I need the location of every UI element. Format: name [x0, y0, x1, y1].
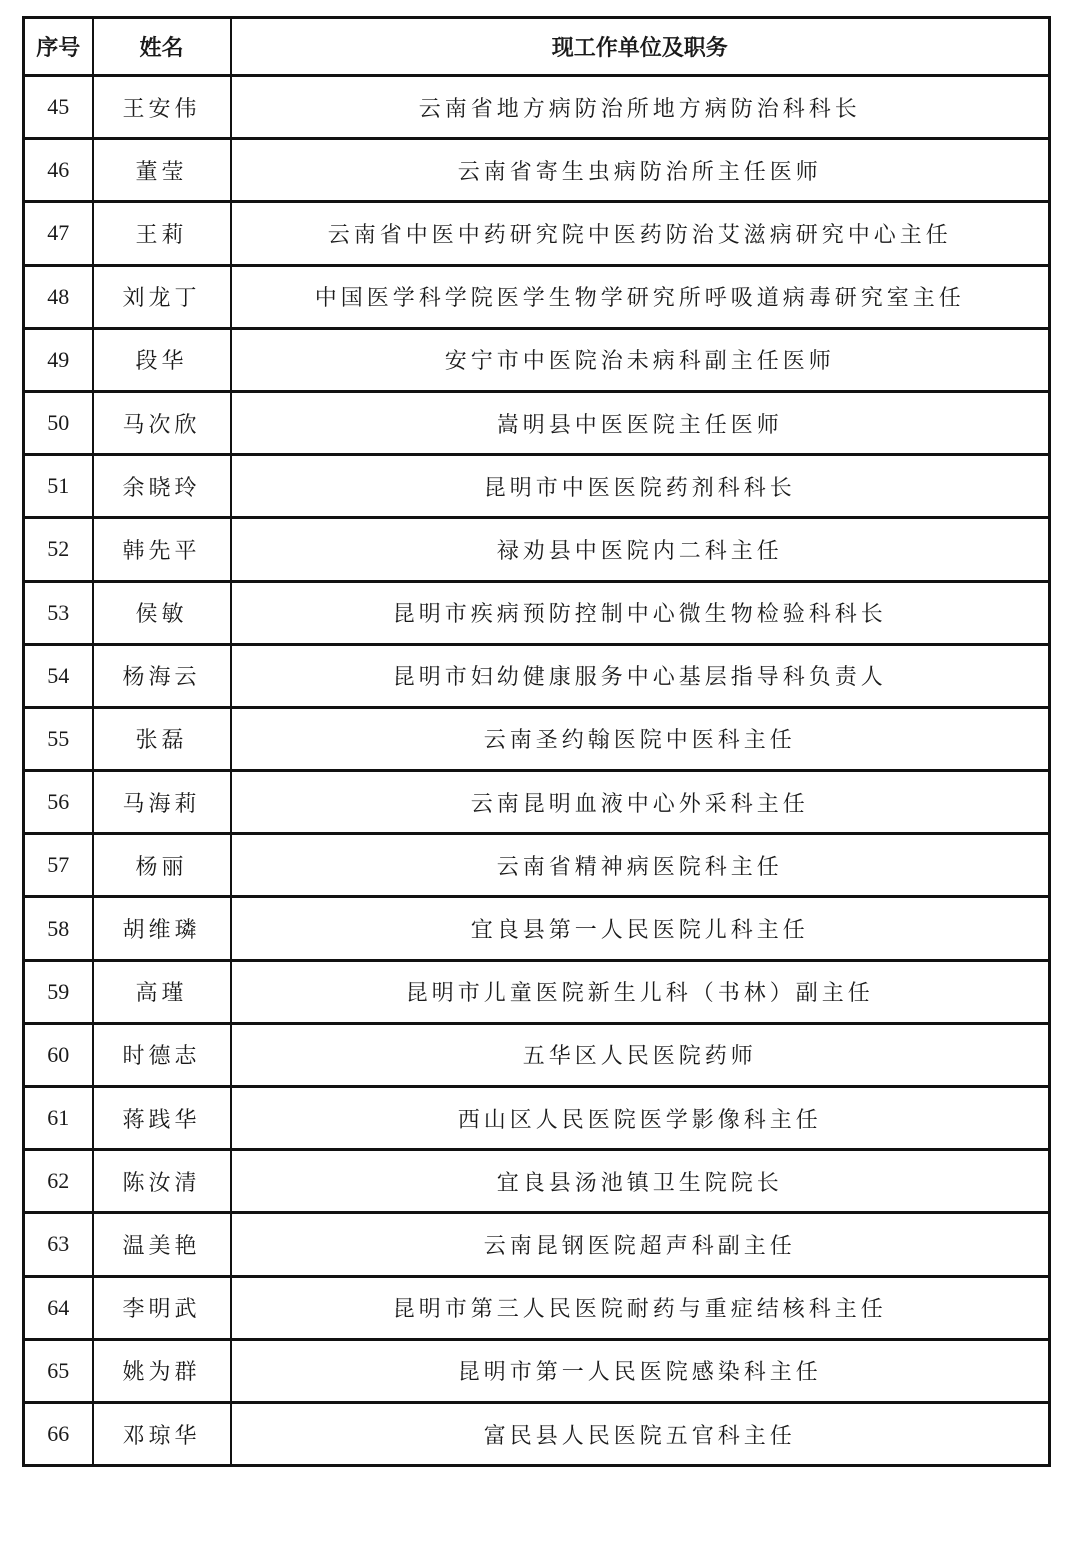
- name-cell: 王安伟: [93, 76, 231, 139]
- serial-number-cell: 56: [24, 771, 93, 834]
- name-cell: 马次欣: [93, 391, 231, 454]
- workplace-position-cell: 云南省精神病医院科主任: [231, 834, 1050, 897]
- name-cell: 邓琼华: [93, 1402, 231, 1465]
- serial-number-cell: 57: [24, 834, 93, 897]
- workplace-position-cell: 昆明市第一人民医院感染科主任: [231, 1339, 1050, 1402]
- workplace-position-cell: 五华区人民医院药师: [231, 1023, 1050, 1086]
- serial-number-cell: 47: [24, 202, 93, 265]
- serial-number-cell: 58: [24, 897, 93, 960]
- workplace-position-cell: 云南省地方病防治所地方病防治科科长: [231, 76, 1050, 139]
- table-row: [24, 265, 1050, 328]
- workplace-position-cell: 富民县人民医院五官科主任: [231, 1402, 1050, 1465]
- header-name: 姓名: [93, 18, 231, 76]
- table-row: [24, 644, 1050, 707]
- table-row: [24, 202, 1050, 265]
- table-row: [24, 834, 1050, 897]
- workplace-position-cell: 云南昆钢医院超声科副主任: [231, 1213, 1050, 1276]
- serial-number-cell: 50: [24, 391, 93, 454]
- table-row: [24, 328, 1050, 391]
- table-row: [24, 1023, 1050, 1086]
- table-row: [24, 581, 1050, 644]
- table-row: [24, 897, 1050, 960]
- serial-number-cell: 45: [24, 76, 93, 139]
- serial-number-cell: 63: [24, 1213, 93, 1276]
- serial-number-cell: 61: [24, 1087, 93, 1150]
- table-header: [24, 18, 1050, 76]
- serial-number-cell: 64: [24, 1276, 93, 1339]
- name-cell: 陈汝清: [93, 1150, 231, 1213]
- serial-number-cell: 54: [24, 644, 93, 707]
- workplace-position-cell: 昆明市妇幼健康服务中心基层指导科负责人: [231, 644, 1050, 707]
- name-cell: 杨海云: [93, 644, 231, 707]
- name-cell: 姚为群: [93, 1339, 231, 1402]
- workplace-position-cell: 昆明市中医医院药剂科科长: [231, 455, 1050, 518]
- table-row: [24, 455, 1050, 518]
- serial-number-cell: 52: [24, 518, 93, 581]
- table-row: [24, 518, 1050, 581]
- name-cell: 余晓玲: [93, 455, 231, 518]
- workplace-position-cell: 云南省寄生虫病防治所主任医师: [231, 139, 1050, 202]
- workplace-position-cell: 昆明市第三人民医院耐药与重症结核科主任: [231, 1276, 1050, 1339]
- workplace-position-cell: 禄劝县中医院内二科主任: [231, 518, 1050, 581]
- workplace-position-cell: 安宁市中医院治未病科副主任医师: [231, 328, 1050, 391]
- name-cell: 王莉: [93, 202, 231, 265]
- name-cell: 胡维璘: [93, 897, 231, 960]
- name-cell: 温美艳: [93, 1213, 231, 1276]
- roster-table: [22, 16, 1051, 1467]
- workplace-position-cell: 昆明市儿童医院新生儿科（书林）副主任: [231, 960, 1050, 1023]
- table-row: [24, 76, 1050, 139]
- name-cell: 张磊: [93, 707, 231, 770]
- serial-number-cell: 66: [24, 1402, 93, 1465]
- workplace-position-cell: 中国医学科学院医学生物学研究所呼吸道病毒研究室主任: [231, 265, 1050, 328]
- table-row: [24, 391, 1050, 454]
- name-cell: 刘龙丁: [93, 265, 231, 328]
- workplace-position-cell: 云南圣约翰医院中医科主任: [231, 707, 1050, 770]
- serial-number-cell: 48: [24, 265, 93, 328]
- table-row: [24, 1150, 1050, 1213]
- name-cell: 韩先平: [93, 518, 231, 581]
- serial-number-cell: 62: [24, 1150, 93, 1213]
- table-row: [24, 707, 1050, 770]
- table-row: [24, 1213, 1050, 1276]
- workplace-position-cell: 嵩明县中医医院主任医师: [231, 391, 1050, 454]
- workplace-position-cell: 昆明市疾病预防控制中心微生物检验科科长: [231, 581, 1050, 644]
- table-body: [24, 76, 1050, 1466]
- serial-number-cell: 46: [24, 139, 93, 202]
- name-cell: 马海莉: [93, 771, 231, 834]
- name-cell: 段华: [93, 328, 231, 391]
- serial-number-cell: 60: [24, 1023, 93, 1086]
- name-cell: 蒋践华: [93, 1087, 231, 1150]
- serial-number-cell: 51: [24, 455, 93, 518]
- table-row: [24, 139, 1050, 202]
- header-row: [24, 18, 1050, 76]
- serial-number-cell: 49: [24, 328, 93, 391]
- header-serial-number: 序号: [24, 18, 93, 76]
- serial-number-cell: 53: [24, 581, 93, 644]
- table-row: [24, 1276, 1050, 1339]
- name-cell: 李明武: [93, 1276, 231, 1339]
- name-cell: 时德志: [93, 1023, 231, 1086]
- workplace-position-cell: 西山区人民医院医学影像科主任: [231, 1087, 1050, 1150]
- name-cell: 侯敏: [93, 581, 231, 644]
- workplace-position-cell: 宜良县第一人民医院儿科主任: [231, 897, 1050, 960]
- workplace-position-cell: 宜良县汤池镇卫生院院长: [231, 1150, 1050, 1213]
- workplace-position-cell: 云南省中医中药研究院中医药防治艾滋病研究中心主任: [231, 202, 1050, 265]
- table-row: [24, 960, 1050, 1023]
- name-cell: 杨丽: [93, 834, 231, 897]
- serial-number-cell: 65: [24, 1339, 93, 1402]
- serial-number-cell: 55: [24, 707, 93, 770]
- name-cell: 董莹: [93, 139, 231, 202]
- serial-number-cell: 59: [24, 960, 93, 1023]
- workplace-position-cell: 云南昆明血液中心外采科主任: [231, 771, 1050, 834]
- table-row: [24, 771, 1050, 834]
- table-row: [24, 1087, 1050, 1150]
- table-row: [24, 1402, 1050, 1465]
- header-workplace-position: 现工作单位及职务: [231, 18, 1050, 76]
- name-cell: 高瑾: [93, 960, 231, 1023]
- table-row: [24, 1339, 1050, 1402]
